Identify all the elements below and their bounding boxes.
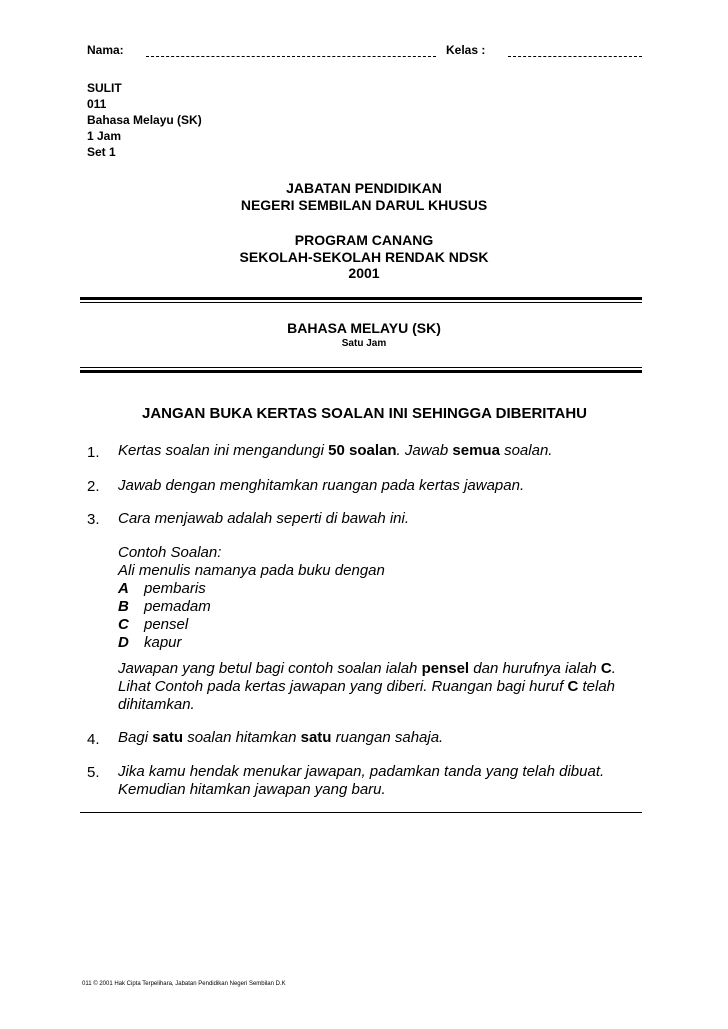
divider-thick	[80, 297, 642, 300]
instruction-2: Jawab dengan menghitamkan ruangan pada kertas jawapan.	[118, 477, 525, 494]
example-option: D kapur	[118, 634, 182, 651]
instruction-4: Bagi satu soalan hitamkan satu ruangan sahaja.	[118, 729, 444, 746]
instruction-3: Cara menjawab adalah seperti di bawah ini.	[118, 510, 410, 527]
org-line-4: SEKOLAH-SEKOLAH RENDAK NDSK	[239, 249, 489, 265]
org-line-3: PROGRAM CANANG	[294, 232, 434, 248]
divider-bottom	[80, 812, 642, 813]
example-heading: Contoh Soalan:	[118, 544, 222, 561]
code-line: Bahasa Melayu (SK)	[87, 113, 202, 127]
org-line-5: 2001	[348, 265, 380, 281]
subject-title: BAHASA MELAYU (SK)	[287, 320, 441, 336]
instruction-5: Jika kamu hendak menukar jawapan, padamkan tanda yang telah dibuat. Kemudian hitamkan jawapan yang baru.	[118, 763, 605, 798]
divider-thin	[80, 367, 642, 368]
subject-duration: Satu Jam	[341, 338, 387, 349]
code-line: 1 Jam	[87, 129, 122, 143]
example-option: C pensel	[118, 616, 189, 633]
org-line-2: NEGERI SEMBILAN DARUL KHUSUS	[240, 197, 488, 213]
instruction-number: 2.	[87, 478, 100, 495]
example-block	[118, 544, 385, 652]
divider-thick	[80, 370, 642, 373]
name-blank	[146, 56, 436, 57]
divider-thin	[80, 302, 642, 303]
instruction-1: Kertas soalan ini mengandungi 50 soalan. Jawab semua soalan.	[118, 442, 553, 459]
instruction-number: 4.	[87, 731, 100, 748]
org-line-1: JABATAN PENDIDIKAN	[286, 180, 442, 196]
instruction-number: 1.	[87, 444, 100, 461]
code-line: 011	[87, 97, 107, 111]
name-label: Nama:	[87, 43, 124, 57]
example-question: Ali menulis namanya pada buku dengan	[118, 562, 385, 579]
class-label: Kelas :	[446, 43, 486, 57]
class-blank	[508, 56, 642, 57]
code-line: Set 1	[87, 145, 116, 159]
paper-code-block	[87, 80, 202, 160]
example-answer: Jawapan yang betul bagi contoh soalan ialah pensel dan hurufnya ialah C. Lihat Contoh pada kertas jawapan yang diberi. Ruangan bagi huruf C telah dihitamkan.	[118, 660, 616, 713]
warning-text: JANGAN BUKA KERTAS SOALAN INI SEHINGGA DIBERITAHU	[142, 405, 588, 422]
footer-copyright: 011 © 2001 Hak Cipta Terpelihara, Jabatan Pendidikan Negeri Sembilan D.K	[82, 981, 286, 987]
instruction-number: 3.	[87, 511, 100, 528]
example-option: A pembaris	[118, 580, 206, 597]
instruction-number: 5.	[87, 764, 100, 781]
example-option: B pemadam	[118, 598, 211, 615]
code-line: SULIT	[87, 81, 122, 95]
